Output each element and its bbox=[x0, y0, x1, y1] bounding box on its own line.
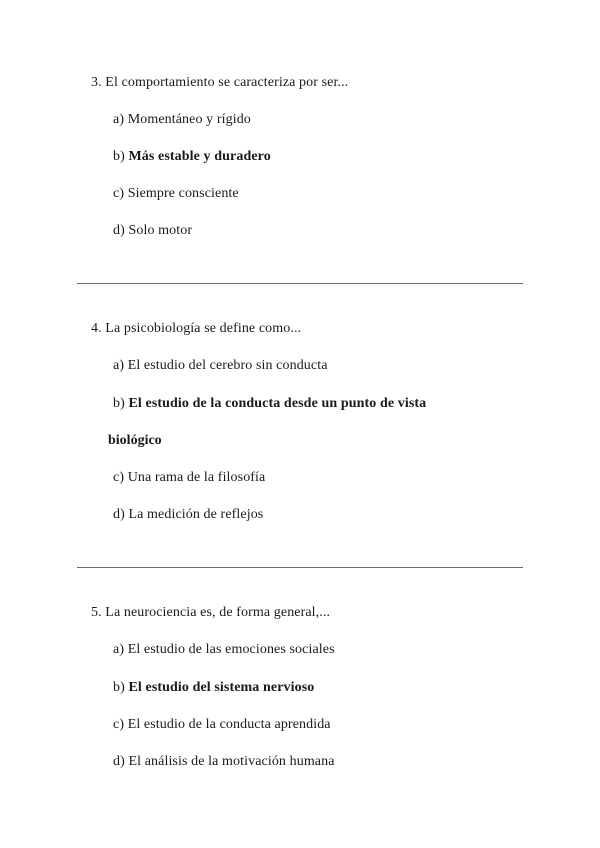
question-5-stem: 5. La neurociencia es, de forma general,... bbox=[91, 605, 331, 620]
option-text: El estudio de la conducta desde un punto de vista bbox=[128, 396, 427, 411]
option-label: d) bbox=[113, 754, 125, 769]
question-4-stem: 4. La psicobiología se define como... bbox=[91, 321, 302, 336]
question-5-option-a bbox=[113, 642, 335, 658]
section-divider bbox=[77, 567, 523, 568]
option-label: a) bbox=[113, 358, 125, 373]
question-3-option-c bbox=[113, 186, 239, 202]
option-label: c) bbox=[113, 717, 125, 732]
question-3-stem: 3. El comportamiento se caracteriza por ser... bbox=[91, 75, 349, 90]
question-3-option-a bbox=[113, 112, 251, 128]
option-label: b) bbox=[113, 396, 125, 411]
option-label: a) bbox=[113, 642, 125, 657]
option-text: Una rama de la filosofía bbox=[127, 470, 266, 485]
option-label: d) bbox=[113, 223, 125, 238]
option-label: c) bbox=[113, 470, 125, 485]
option-label: b) bbox=[113, 680, 125, 695]
question-4-option-c bbox=[113, 470, 265, 486]
option-label: a) bbox=[113, 112, 125, 127]
option-text: Solo motor bbox=[128, 223, 193, 238]
option-label: b) bbox=[113, 149, 125, 164]
option-text: El estudio del sistema nervioso bbox=[128, 680, 315, 695]
option-text: Más estable y duradero bbox=[128, 149, 271, 164]
question-3-option-d bbox=[113, 223, 192, 239]
question-3-option-b-correct bbox=[113, 149, 271, 165]
option-text: El estudio de la conducta aprendida bbox=[127, 717, 331, 732]
question-4-option-d bbox=[113, 507, 263, 523]
question-4-option-a bbox=[113, 358, 328, 374]
option-text: Siempre consciente bbox=[127, 186, 239, 201]
option-text: El análisis de la motivación humana bbox=[128, 754, 335, 769]
section-divider bbox=[77, 283, 523, 284]
option-text: Momentáneo y rígido bbox=[127, 112, 251, 127]
option-text: La medición de reflejos bbox=[128, 507, 264, 522]
question-5-option-c bbox=[113, 717, 331, 733]
question-5-option-b-correct bbox=[113, 680, 314, 696]
question-4-option-b-correct bbox=[113, 396, 426, 412]
question-4-option-b-continuation: biológico bbox=[108, 433, 162, 448]
option-label: c) bbox=[113, 186, 125, 201]
option-text: El estudio del cerebro sin conducta bbox=[127, 358, 328, 373]
option-text: El estudio de las emociones sociales bbox=[127, 642, 335, 657]
option-label: d) bbox=[113, 507, 125, 522]
question-5-option-d bbox=[113, 754, 335, 770]
